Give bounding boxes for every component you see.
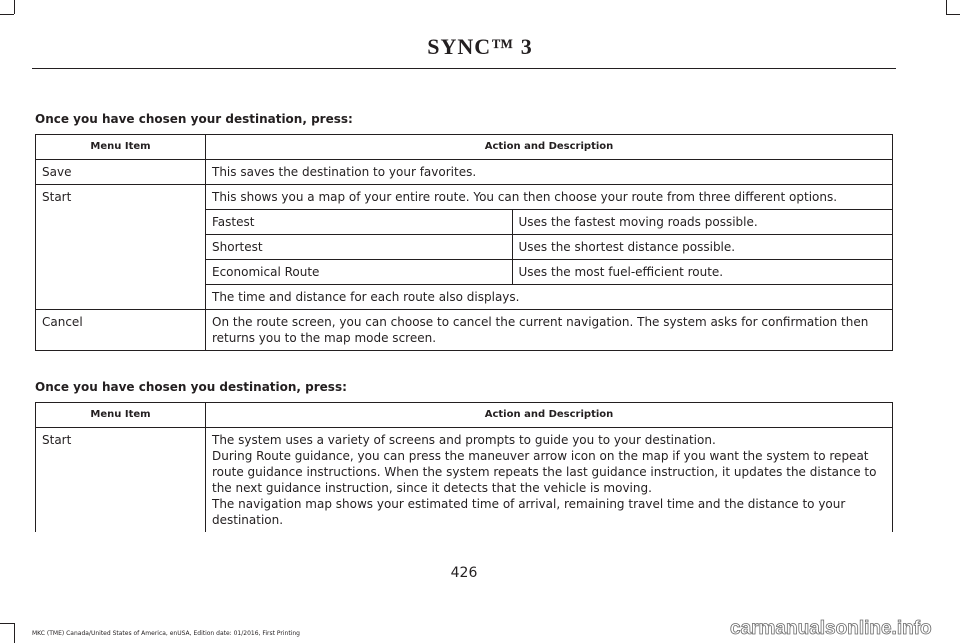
menu-item-cell: Cancel [36,310,206,351]
page-number: 426 [450,565,478,581]
route-option-name: Fastest [206,210,512,235]
watermark-logo [728,613,950,640]
route-option-row [206,260,892,285]
description-cell: The time and distance for each route also displays. [206,285,893,310]
crop-mark [946,14,960,15]
description-cell: This saves the destination to your favorites. [206,160,893,185]
menu-item-cell: Start [36,428,206,533]
menu-item-cell: Save [36,160,206,185]
menu-item-cell: Start [36,185,206,310]
crop-mark [0,623,14,624]
description-cell [206,428,893,533]
route-option-desc: Uses the most fuel-efficient route. [512,260,892,285]
menu-table [35,402,893,532]
description-line: The navigation map shows your estimated time of arrival, remaining travel time and the distance to your destination. [212,497,846,527]
crop-mark [14,623,15,643]
column-header: Action and Description [206,403,893,428]
route-option-row [206,210,892,235]
column-header: Menu Item [36,403,206,428]
crop-mark [0,14,14,15]
route-option-name: Economical Route [206,260,512,285]
table-row [36,185,893,210]
page-title: SYNC™ 3 [427,34,533,59]
route-options-table [206,210,892,284]
table-row [36,428,893,533]
column-header: Menu Item [36,135,206,160]
menu-table [35,134,893,351]
crop-mark [946,0,947,14]
route-option-name: Shortest [206,235,512,260]
column-header: Action and Description [206,135,893,160]
header-divider [32,68,896,69]
route-option-row [206,235,892,260]
crop-mark [14,0,15,14]
table-row [36,160,893,185]
description-line: During Route guidance, you can press the maneuver arrow icon on the map if you want the system to repeat route guidance instructions. When the system repeats the last guidance instruction, it updates the distance to the next guidance instruction, since it detects that the vehicle is moving. [212,449,877,495]
section-intro: Once you have chosen your destination, press: [35,112,353,126]
route-option-desc: Uses the shortest distance possible. [512,235,892,260]
footer-text: MKC (TME) Canada/United States of America, enUSA, Edition date: 01/2016, First Printing [32,630,300,637]
table-row [36,310,893,351]
section-intro: Once you have chosen you destination, press: [35,380,347,394]
description-cell: On the route screen, you can choose to cancel the current navigation. The system asks for confirmation then returns you to the map mode screen. [206,310,893,351]
route-option-desc: Uses the fastest moving roads possible. [512,210,892,235]
description-cell: This shows you a map of your entire route. You can then choose your route from three different options. [206,185,893,210]
options-cell [206,210,893,285]
svg-text:carmanualsonline.info: carmanualsonline.info [730,618,932,639]
description-line: The system uses a variety of screens and prompts to guide you to your destination. [212,433,716,447]
